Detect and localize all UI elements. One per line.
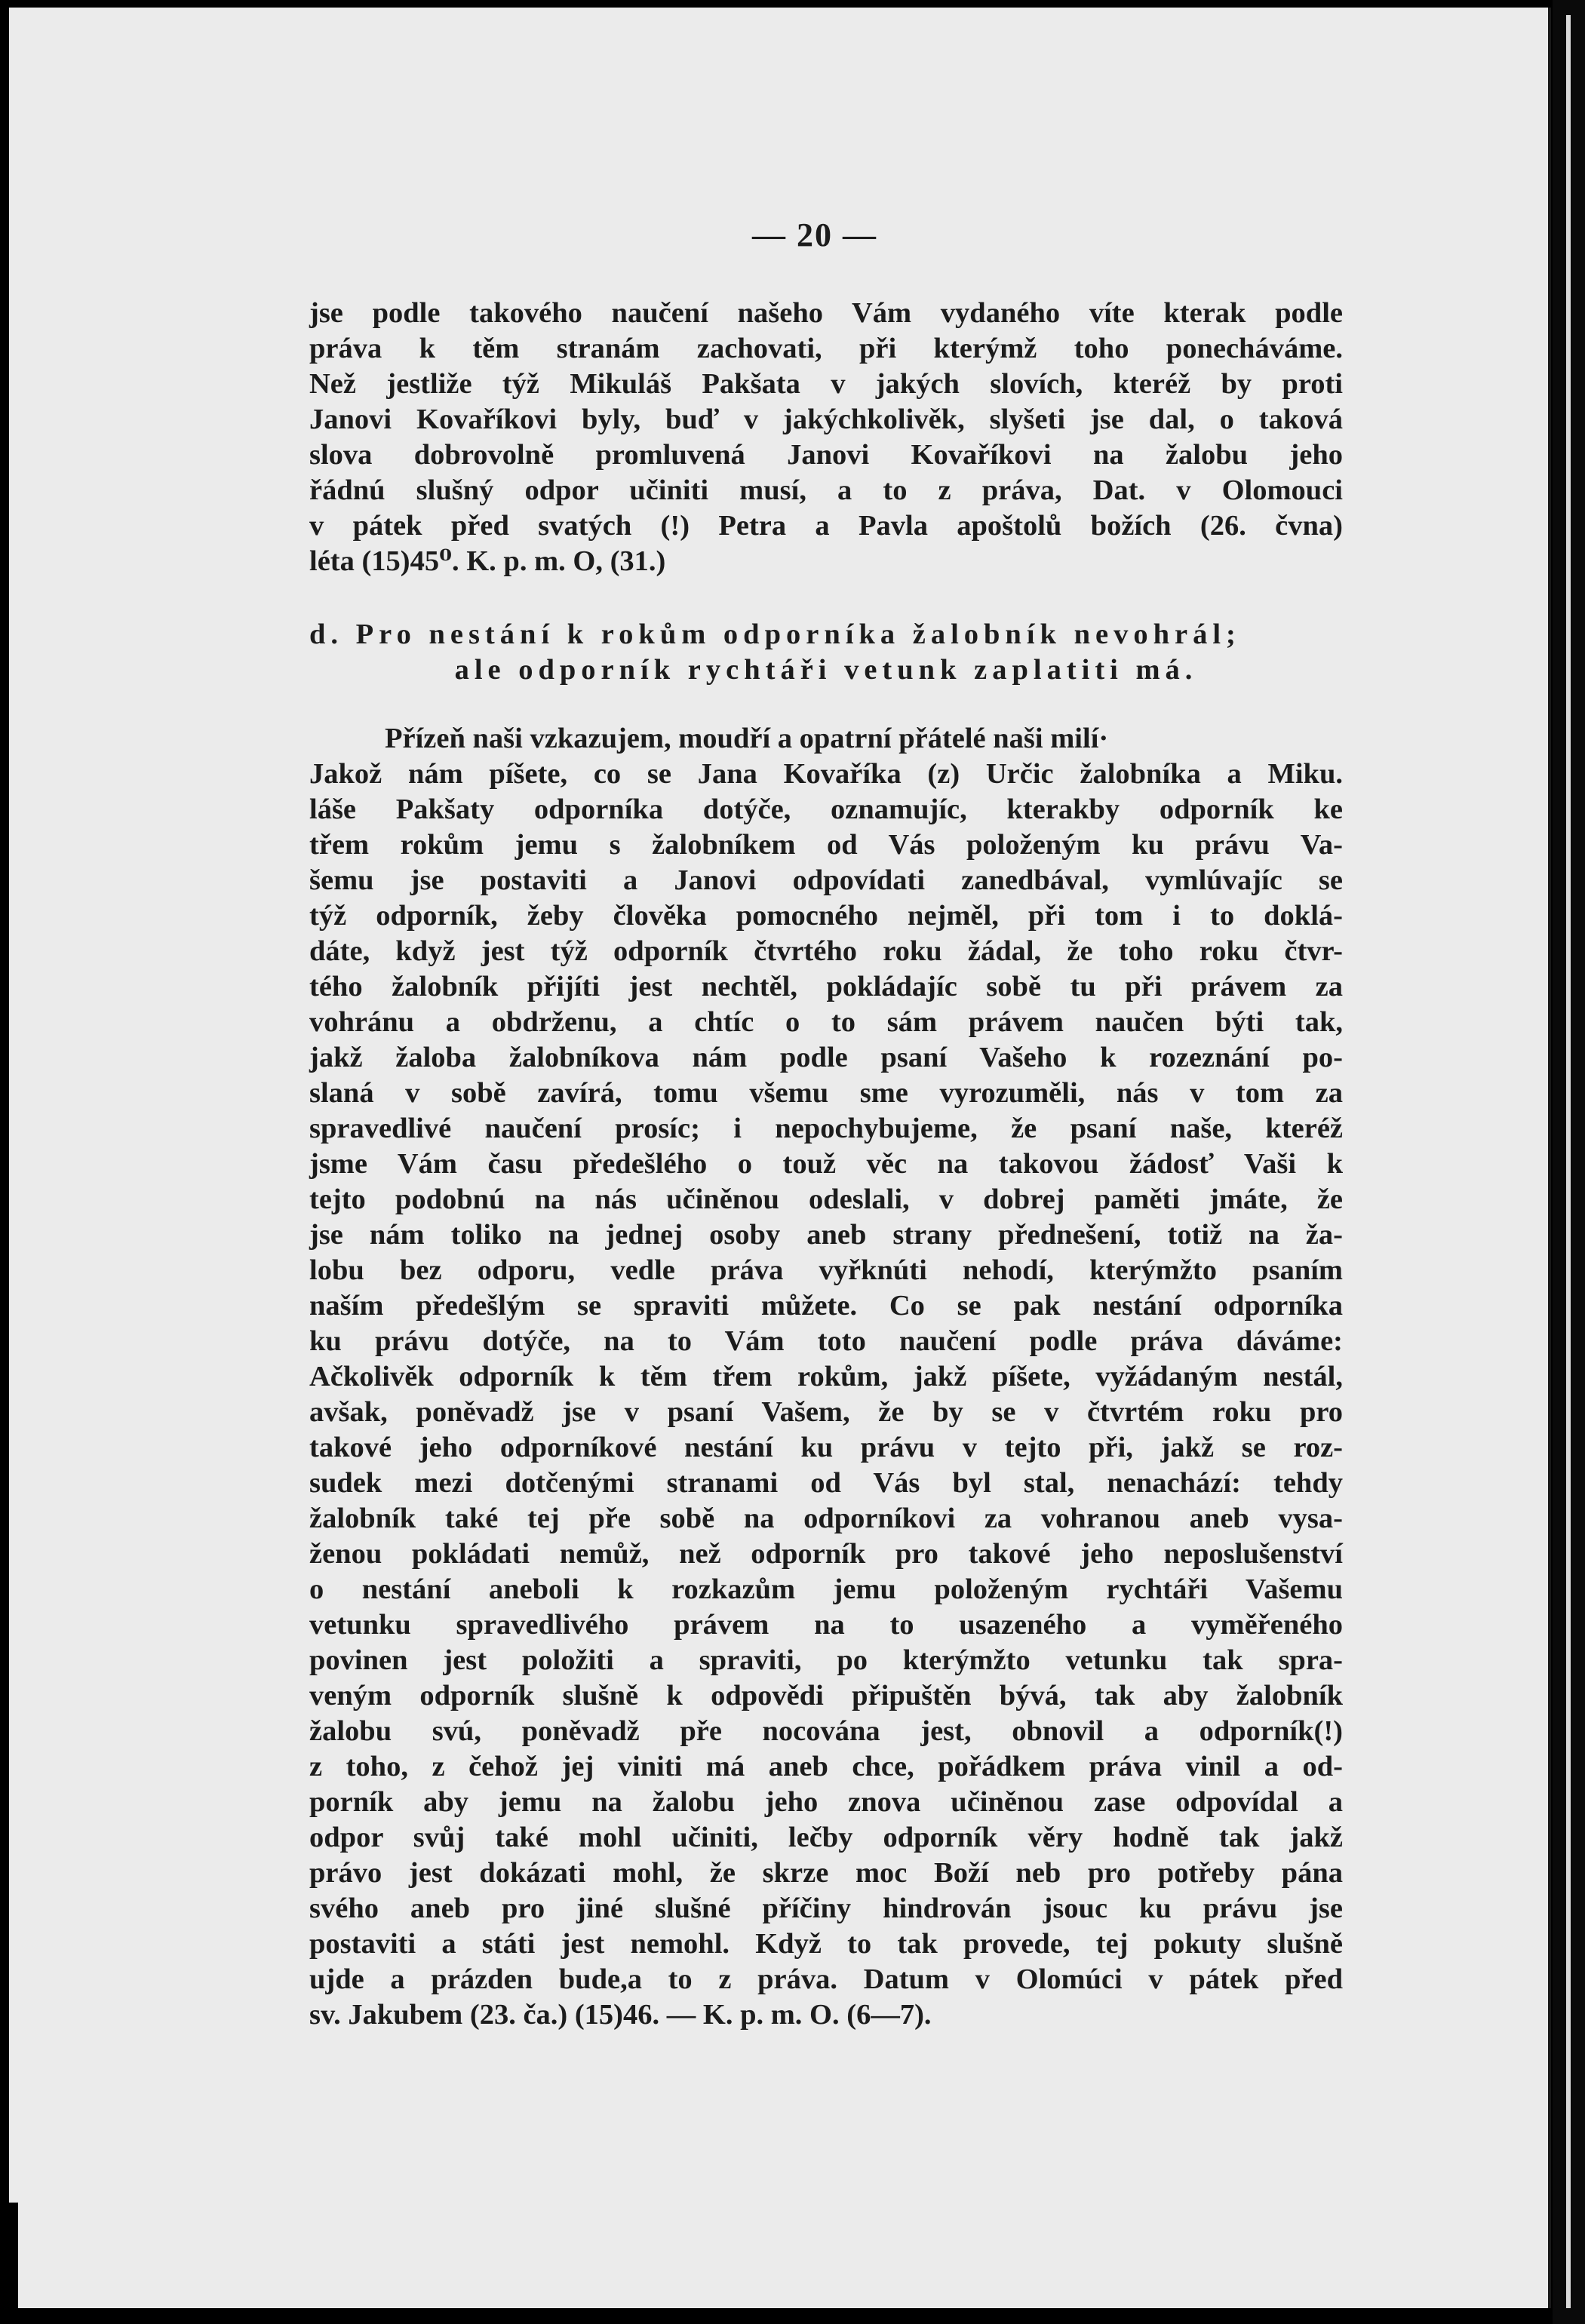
paragraph-line: sv. Jakubem (23. ča.) (15)46. — K. p. m. O. (6—7). bbox=[309, 1999, 932, 2031]
paragraph-line: naším předešlým se spraviti můžete. Co se pak nestání odporníka bbox=[309, 1290, 1343, 1322]
paragraph-line: láše Pakšaty odporníka dotýče, oznamujíc, kterakby odporník ke bbox=[309, 794, 1343, 825]
paragraph-line: Janovi Kovaříkovi byly, buď v jakýchkolivěk, slyšeti jse dal, o taková bbox=[309, 404, 1343, 435]
paragraph-line: svého aneb pro jiné slušné příčiny hindrován jsouc ku právu jse bbox=[309, 1893, 1343, 1924]
paragraph-line: řádnú slušný odpor učiniti musí, a to z práva, Dat. v Olomouci bbox=[309, 474, 1343, 506]
section-heading bbox=[309, 617, 1343, 688]
paragraph-2 bbox=[309, 721, 1343, 2033]
paragraph-line: v pátek před svatých (!) Petra a Pavla apoštolů božích (26. čvna) bbox=[309, 510, 1343, 542]
paragraph-line: avšak, poněvadž jse v psaní Vašem, že by se v čtvrtém roku pro bbox=[309, 1396, 1343, 1428]
paragraph-line: žalobník také tej pře sobě na odporníkovi za vohranou aneb vysa- bbox=[309, 1503, 1343, 1534]
paragraph-line: lobu bez odporu, vedle práva vyřknúti nehodí, kterýmžto psaním bbox=[309, 1254, 1343, 1286]
paragraph-line: Než jestliže týž Mikuláš Pakšata v jakých slovích, kteréž by proti bbox=[309, 368, 1343, 400]
scan-edge-mark bbox=[2, 2203, 18, 2323]
paragraph-line: tejto podobnú na nás učiněnou odeslali, v dobrej paměti jmáte, že bbox=[309, 1183, 1343, 1215]
page-number: — 20 — bbox=[752, 216, 877, 253]
paragraph-line: ujde a prázden bude,a to z práva. Datum v Olomúci v pátek před bbox=[309, 1963, 1343, 1995]
paragraph-line: třem rokům jemu s žalobníkem od Vás položeným ku právu Va- bbox=[309, 829, 1343, 861]
paragraph-line: takové jeho odporníkové nestání ku právu v tejto při, jakž se roz- bbox=[309, 1432, 1343, 1463]
paragraph-line: slaná v sobě zavírá, tomu všemu sme vyrozuměli, nás v tom za bbox=[309, 1077, 1343, 1109]
page-edge-highlight bbox=[1566, 15, 1571, 2308]
paragraph-line: Přízeň naši vzkazujem, moudří a opatrní přátelé naši milí· bbox=[385, 723, 1109, 754]
paragraph-line: povinen jest položiti a spraviti, po kterýmžto vetunku tak spra- bbox=[309, 1644, 1343, 1676]
paragraph-line: slova dobrovolně promluvená Janovi Kovaříkovi na žalobu jeho bbox=[309, 439, 1343, 471]
paragraph-line: Ačkolivěk odporník k těm třem rokům, jakž píšete, vyžádaným nestál, bbox=[309, 1361, 1343, 1392]
paragraph-line: léta (15)45⁰. K. p. m. O, (31.) bbox=[309, 545, 666, 577]
paragraph-1 bbox=[309, 296, 1343, 579]
paragraph-line: ku právu dotýče, na to Vám toto naučení podle práva dáváme: bbox=[309, 1325, 1343, 1357]
paragraph-line: jakž žaloba žalobníkova nám podle psaní Vašeho k rozeznání po- bbox=[309, 1042, 1343, 1073]
paragraph-line: dáte, když jest týž odporník čtvrtého roku žádal, že toho roku čtvr- bbox=[309, 935, 1343, 967]
paragraph-line: spravedlivé naučení prosíc; i nepochybujeme, že psaní naše, kteréž bbox=[309, 1113, 1343, 1144]
paragraph-line: jse podle takového naučení našeho Vám vydaného víte kterak podle bbox=[309, 297, 1343, 329]
paragraph-line: o nestání aneboli k rozkazům jemu položeným rychtáři Vašemu bbox=[309, 1573, 1343, 1605]
paragraph-line: postaviti a státi jest nemohl. Když to tak provede, tej pokuty slušně bbox=[309, 1928, 1343, 1960]
paragraph-line: jsme Vám času předešlého o touž věc na takovou žádosť Vaši k bbox=[309, 1148, 1343, 1180]
paragraph-line: vetunku spravedlivého právem na to usazeného a vyměřeného bbox=[309, 1609, 1343, 1641]
paragraph-line: týž odporník, žeby člověka pomocného nejměl, při tom i to doklá- bbox=[309, 900, 1343, 932]
paragraph-line: žalobu svú, poněvadž pře nocována jest, obnovil a odporník(!) bbox=[309, 1715, 1343, 1747]
paragraph-line: Jakož nám píšete, co se Jana Kovaříka (z) Určic žalobníka a Miku. bbox=[309, 758, 1343, 790]
paragraph-line: porník aby jemu na žalobu jeho znova učiněnou zase odpovídal a bbox=[309, 1786, 1343, 1818]
paragraph-line: odpor svůj také mohl učiniti, lečby odporník věry hodně tak jakž bbox=[309, 1822, 1343, 1853]
paragraph-line: jse nám toliko na jednej osoby aneb strany přednešení, totiž na ža- bbox=[309, 1219, 1343, 1251]
section-heading-line-1: d. Pro nestání k rokům odporníka žalobník nevohrál; bbox=[309, 619, 1241, 650]
paragraph-line: z toho, z čehož jej viniti má aneb chce, pořádkem práva vinil a od- bbox=[309, 1751, 1343, 1782]
paragraph-line: šemu jse postaviti a Janovi odpovídati zanedbával, vymlúvajíc se bbox=[309, 864, 1343, 896]
paragraph-line: práva k těm stranám zachovati, při kterýmž toho ponecháváme. bbox=[309, 333, 1343, 364]
paragraph-line: tého žalobník přijíti jest nechtěl, pokládajíc sobě tu při právem za bbox=[309, 971, 1343, 1002]
paragraph-line: sudek mezi dotčenými stranami od Vás byl stal, nenachází: tehdy bbox=[309, 1467, 1343, 1499]
section-heading-line-2: ale odporník rychtáři vetunk zaplatiti má. bbox=[454, 654, 1198, 686]
paragraph-line: právo jest dokázati mohl, že skrze moc Boží neb pro potřeby pána bbox=[309, 1857, 1343, 1889]
paragraph-line: ženou pokládati nemůž, než odporník pro takové jeho neposlušenství bbox=[309, 1538, 1343, 1570]
paragraph-line: vohránu a obdrženu, a chtíc o to sám právem naučen býti tak, bbox=[309, 1006, 1343, 1038]
paragraph-line: veným odporník slušně k odpovědi připuštěn bývá, tak aby žalobník bbox=[309, 1680, 1343, 1712]
